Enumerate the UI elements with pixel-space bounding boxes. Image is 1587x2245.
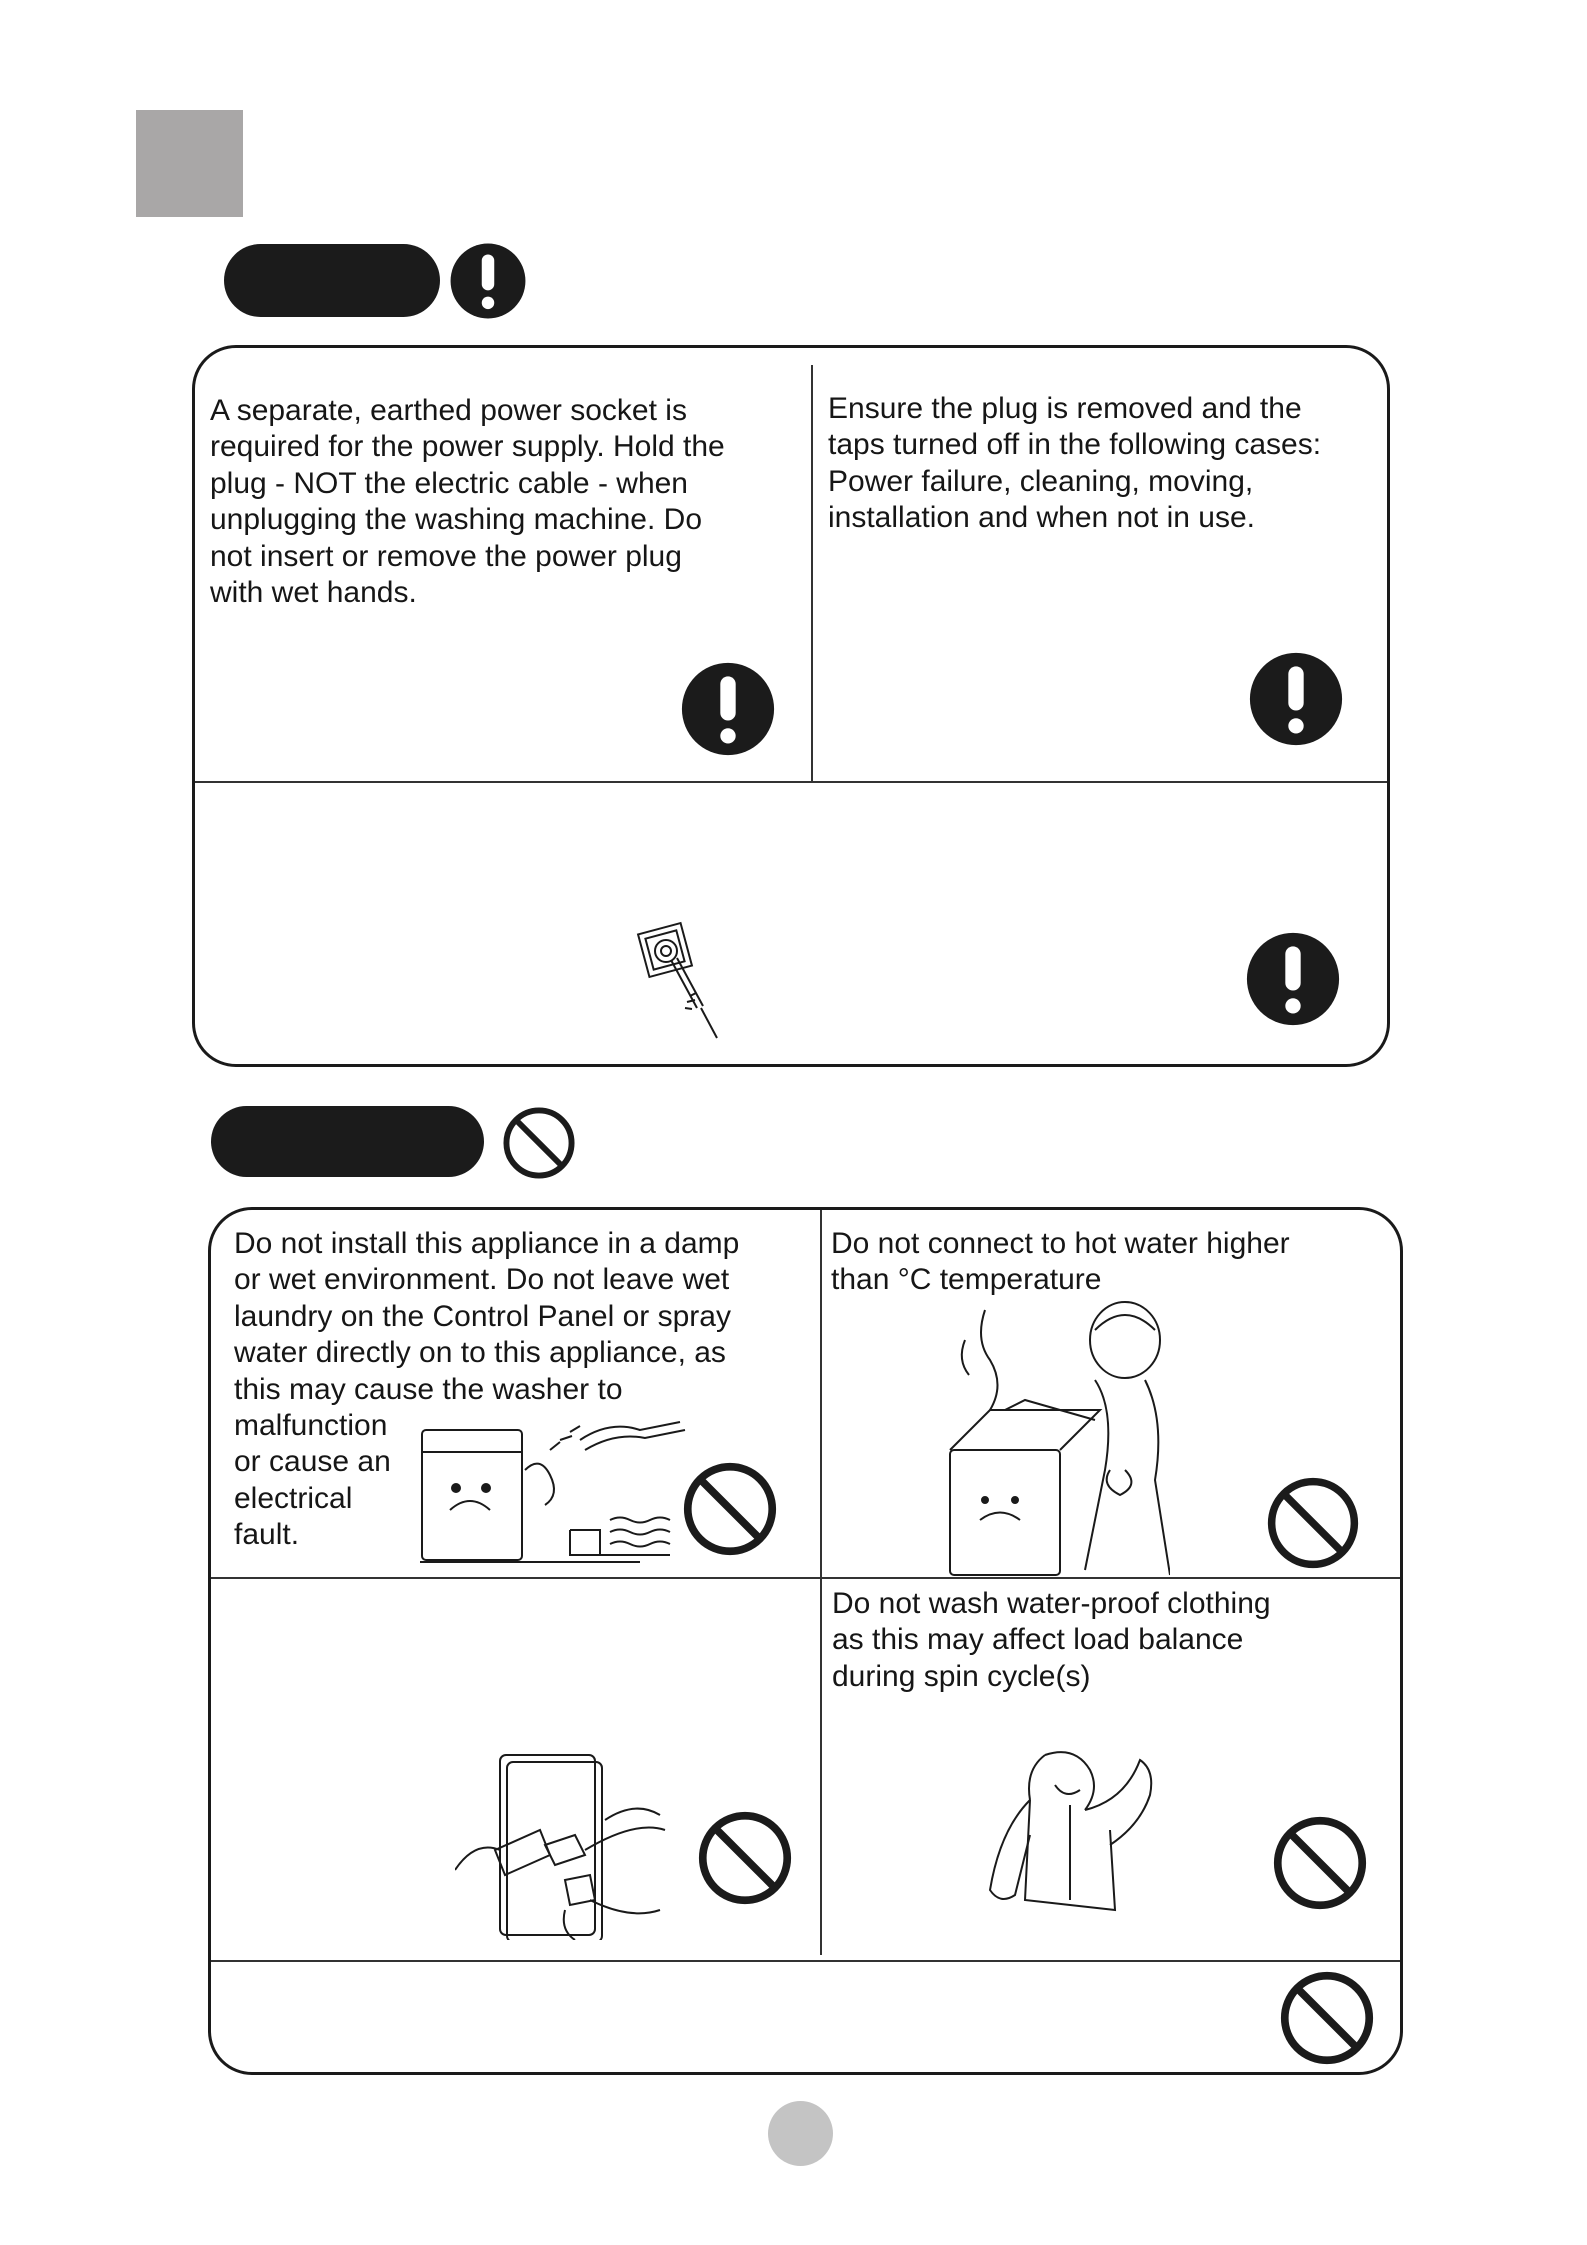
- prohibition-icon: [502, 1106, 576, 1180]
- prohibition-text-hot-water: Do not connect to hot water higher than °C temperature: [831, 1227, 1290, 1297]
- panel-divider-horizontal: [195, 781, 1387, 783]
- prohibition-text-damp-cont: malfunction or cause an electrical fault.: [234, 1409, 391, 1552]
- page-number-badge: [768, 2101, 833, 2166]
- prohibition-icon: [697, 1810, 793, 1906]
- panel-divider-horizontal: [211, 1577, 1400, 1579]
- socket-illustration: [635, 920, 725, 1045]
- waterproof-jacket-illustration: [985, 1745, 1165, 1915]
- prohibition-text-damp: Do not install this appliance in a damp or wet environment. Do not leave wet laundry on the Control Panel or spray water directly on to this appliance, as this may cause the washer to: [234, 1227, 740, 1406]
- warning-text-power-socket: A separate, earthed power socket is required for the power supply. Hold the plug - NOT the electric cable - when unplugging the washing machine. Do not insert or remove the power plug with wet hands.: [210, 394, 725, 610]
- prohibition-icon: [1279, 1970, 1375, 2066]
- prohibition-label-pill: [211, 1106, 484, 1177]
- washer-spray-illustration: [420, 1410, 690, 1565]
- exclamation-icon: [1248, 650, 1344, 748]
- panel-divider-vertical: [811, 365, 813, 782]
- exclamation-icon: [1245, 930, 1341, 1028]
- prohibition-icon: [682, 1461, 778, 1557]
- exclamation-icon: [680, 660, 776, 758]
- prohibition-icon: [1266, 1476, 1360, 1570]
- socket-overload-illustration: [455, 1750, 675, 1940]
- hot-water-illustration: [945, 1300, 1170, 1580]
- exclamation-icon: [449, 241, 527, 321]
- section-marker: [136, 110, 243, 217]
- warning-text-unplug-cases: Ensure the plug is removed and the taps turned off in the following cases: Power failure, cleaning, moving, installation and when not in use.: [828, 392, 1322, 535]
- prohibition-icon: [1272, 1815, 1368, 1911]
- prohibition-text-waterproof: Do not wash water-proof clothing as this may affect load balance during spin cycle(s): [832, 1587, 1271, 1693]
- panel-divider-horizontal: [211, 1960, 1400, 1962]
- warning-label-pill: [224, 244, 440, 317]
- panel-divider-vertical: [820, 1210, 822, 1955]
